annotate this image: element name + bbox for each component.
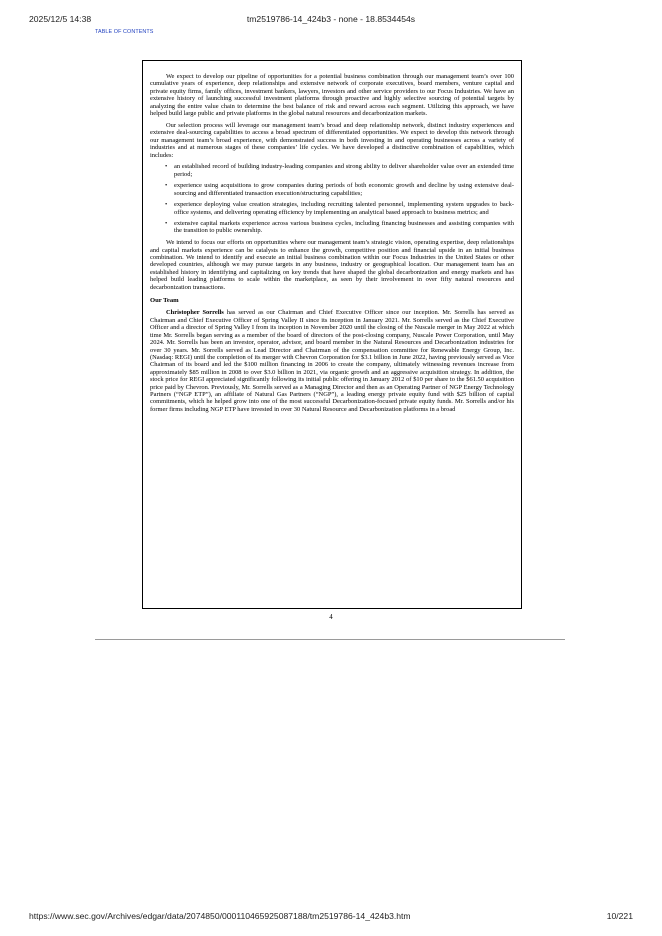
list-item [165,201,514,216]
section-heading-our-team: Our Team [150,297,179,305]
list-item-text: an established record of building industry-leading companies and strong ability to deliver shareholder value over an extended time period; [174,163,514,178]
page-number: 4 [329,613,333,621]
body-paragraph: We expect to develop our pipeline of opportunities for a potential business combination through our management team’s over 100 cumulative years of experience, deep relationships and extensive network of corporate executives, board members, venture capital and private equity firms, family offices, investment bankers, lawyers, investors and other service providers to our Focus Industries. We have an extensive history of launching successful investment platforms through proactive and highly selective sourcing of potential targets by analyzing the entire value chain to determine the best balance of risk and reward across each segment. Utilizing this approach, we have helped build large public and private platforms in the global natural resources and decarbonization markets. [150,73,514,118]
capabilities-list [150,163,514,234]
team-bio-paragraph [150,309,514,413]
bio-text: has served as our Chairman and Chief Executive Officer since our inception. Mr. Sorrells has served as Chairman and Chief Executive Officer of Spring Valley II since its inception in January 2021. Mr. Sorrells served as the Chief Executive Officer and a director of Spring Valley I from its inception in November 2020 until the closing of the Nuscale merger in May 2022 at which time Mr. Sorrells began serving as a member of the board of directors of the post-closing company, Nuscale Power Corporation, until May 2024. Mr. Sorrells has been an investor, operator, advisor, and board member in the Natural Resources and Decarbonization industries for over 30 years. Mr. Sorrells served as Lead Director and Chairman of the compensation committee for Renewable Energy Group, Inc. (Nasdaq: REGI) until the completion of its merger with Chevron Corporation for $3.1 billion in June 2022, having previously served as Vice Chairman of its board and led the $100 million financing in 2006 to create the company, ultimately witnessing revenues increase from approximately $85 million in 2008 to over $3.0 billion in 2021, via organic growth and an aggressive acquisition strategy. In addition, the stock price for REGI appreciated significantly following its initial public offering in January 2012 of $10 per share to the $61.50 acquisition price paid by Chevron. Previously, Mr. Sorrells served as a Managing Director and then as an Operating Partner of NGP Energy Technology Partners (“NGP ETP”), an affiliate of Natural Gas Partners (“NGP”), a leading energy private equity fund with $25 billion of capital commitments, which he helped grow into one of the most successful Decarbonization-focused private equity funds. Mr. Sorrells and/or his former firms including NGP ETP have invested in over 30 Natural Resource and Decarbonization platforms in a broad [150,309,514,413]
bullet-icon: • [165,201,168,209]
body-paragraph: We intend to focus our efforts on opportunities where our management team’s strategic vision, operating expertise, deep relationships and capital markets experience can be catalysts to enhance the growth, competitive position and financial upside in an initial business combination. We intend to identify and execute an initial business combination within our Focus Industries in the United States or other developed countries, although we may pursue targets in any business, industry or geographical location. Our management team has an established history in identifying and capitalizing on key trends that have shaped the global decarbonization and energy markets and has helped build leading platforms to scale within the marketplace, as seen by their involvement in over fifty natural resources and decarbonization transactions. [150,239,514,291]
print-datetime: 2025/12/5 14:38 [29,14,92,24]
print-doc-title: tm2519786-14_424b3 - none - 18.8534454s [246,14,416,24]
print-page-counter: 10/221 [606,911,633,921]
body-paragraph: Our selection process will leverage our management team’s broad and deep relationship network, distinct industry experiences and extensive deal-sourcing capabilities to access a broad spectrum of differentiated opportunities. We expect to develop this network through our management team’s broad experience, with demonstrated success in both investing in and operating businesses across a variety of industries and at numerous stages of these companies’ life cycles. We have developed a distinctive combination of capabilities, which includes: [150,121,514,159]
list-item-text: experience deploying value creation strategies, including recruiting talented personnel, implementing system upgrades to back-office systems, and delivering operating efficiency by implementing an analytical based approach to business metrics; and [174,201,514,216]
print-url: https://www.sec.gov/Archives/edgar/data/2074850/000110465925087188/tm2519786-14_424b3.htm [29,911,411,921]
bullet-icon: • [165,219,168,227]
list-item [165,219,514,235]
person-name: Christopher Sorrells [166,309,224,317]
list-item [165,163,514,178]
browser-print-footer [0,911,662,925]
page-divider [95,639,565,640]
document-body [150,73,514,418]
bullet-icon: • [165,182,168,190]
list-item-text: experience using acquisitions to grow companies during periods of both economic growth and decline by using extensive deal-sourcing and differentiated transaction execution/structuring capabilities; [174,182,514,197]
list-item [165,182,514,197]
browser-print-header [0,14,662,28]
bullet-icon: • [165,163,168,171]
list-item-text: extensive capital markets experience across various business cycles, including financing businesses and assisting companies with the transition to public ownership. [174,219,514,235]
table-of-contents-link[interactable]: TABLE OF CONTENTS [95,29,154,35]
